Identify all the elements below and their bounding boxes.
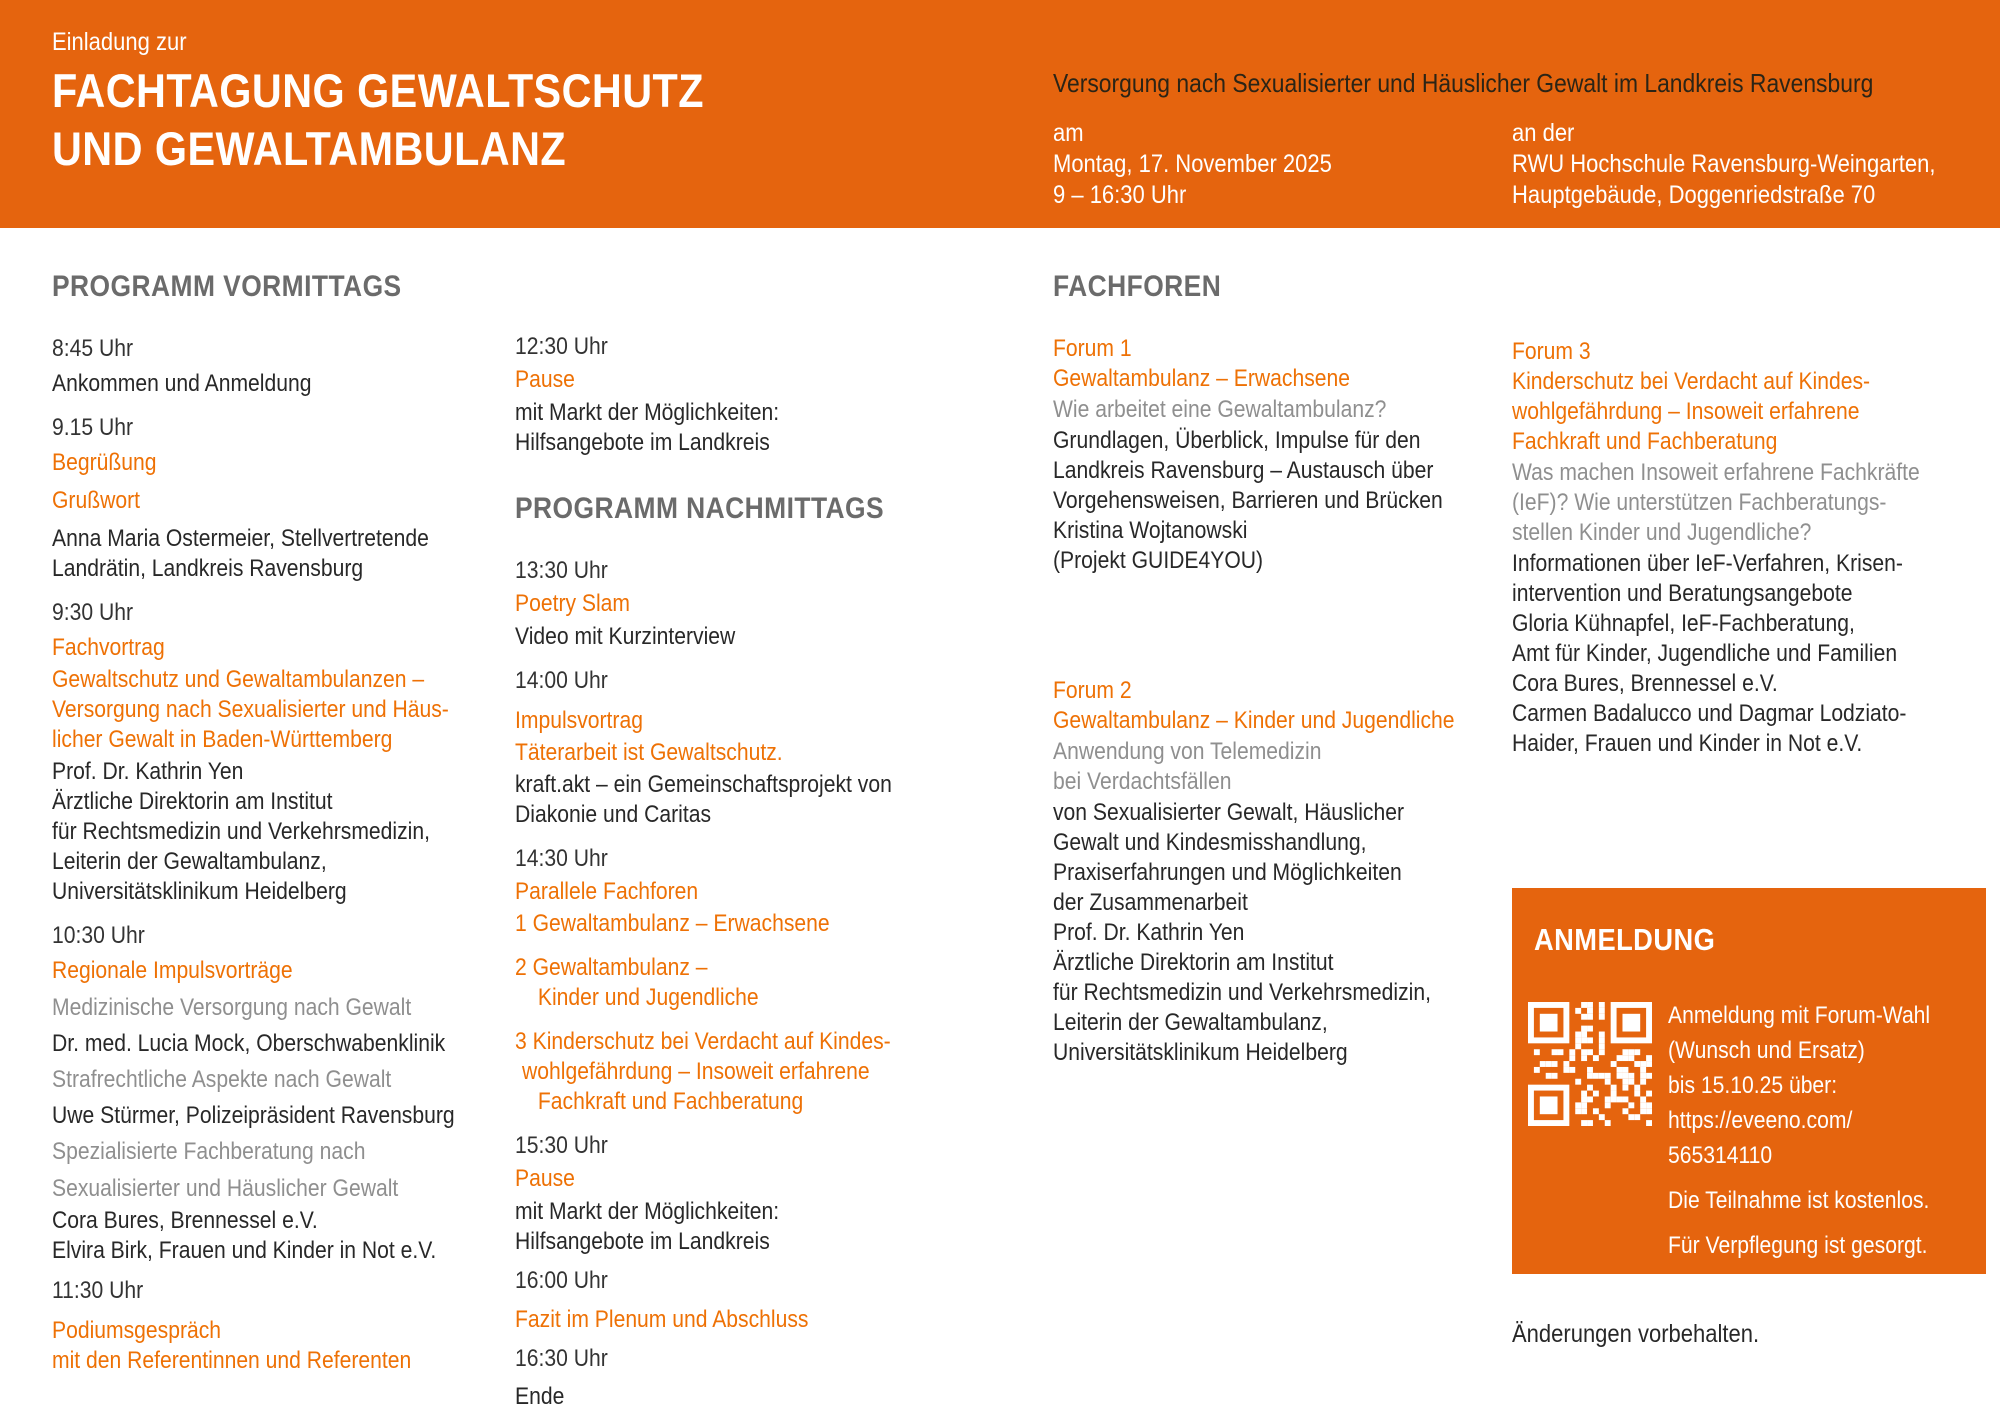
program-entry — [52, 369, 455, 399]
registration-title: ANMELDUNG — [1534, 922, 1716, 957]
program-entry — [1053, 798, 1455, 1068]
text-line: Ärztliche Direktorin am Institut — [1053, 949, 1334, 976]
text-line: Gewaltschutz und Gewaltambulanzen – — [52, 666, 425, 693]
text-line: Fachkraft und Fachberatung — [1512, 428, 1778, 455]
column-program-morning — [52, 270, 455, 1376]
registration-note-catering: Für Verpflegung ist gesorgt. — [1668, 1232, 1928, 1259]
program-entry — [52, 757, 455, 907]
program-entry — [515, 1305, 892, 1335]
qr-code-icon — [1528, 1002, 1652, 1126]
registration-line: (Wunsch und Ersatz) — [1668, 1037, 1865, 1064]
text-line: Impulsvortrag — [515, 707, 643, 734]
program-entry — [1053, 676, 1455, 736]
text-line: Sexualisierter und Häuslicher Gewalt — [52, 1175, 399, 1202]
program-entry — [52, 1206, 455, 1266]
text-line: Vorgehensweisen, Barrieren und Brücken — [1053, 487, 1443, 514]
text-line: Leiterin der Gewaltambulanz, — [1053, 1009, 1328, 1036]
text-line: Strafrechtliche Aspekte nach Gewalt — [52, 1066, 392, 1093]
text-line: Grundlagen, Überblick, Impulse für den — [1053, 427, 1421, 454]
registration-url: https://eveeno.com/ — [1668, 1107, 1853, 1134]
program-entry — [515, 1131, 892, 1161]
text-line: Versorgung nach Sexualisierter und Häus- — [52, 696, 449, 723]
text-line: Ärztliche Direktorin am Institut — [52, 788, 333, 815]
program-entry — [1053, 334, 1455, 394]
section-heading — [52, 270, 455, 304]
text-line: Leiterin der Gewaltambulanz, — [52, 848, 327, 875]
program-entry — [52, 334, 455, 364]
program-entry — [515, 1344, 892, 1374]
text-line: Spezialisierte Fachberatung nach — [52, 1138, 366, 1165]
text-line: Gewalt und Kindesmisshandlung, — [1053, 829, 1367, 856]
program-entry — [515, 556, 892, 586]
program-entry — [52, 1101, 455, 1131]
text-line: Gewaltambulanz – Kinder und Jugendliche — [1053, 707, 1455, 734]
registration-url-id: 565314110 — [1668, 1142, 1773, 1169]
text-line: Elvira Birk, Frauen und Kinder in Not e.V. — [52, 1237, 437, 1264]
text-line: Landrätin, Landkreis Ravensburg — [52, 555, 364, 582]
text-line: 3 Kinderschutz bei Verdacht auf Kindes- — [515, 1028, 891, 1055]
text-line: Forum 2 — [1053, 677, 1132, 704]
text-line: Gloria Kühnapfel, IeF-Fachberatung, — [1512, 610, 1855, 637]
program-entry — [52, 486, 455, 516]
program-entry — [515, 1197, 892, 1257]
text-line: Prof. Dr. Kathrin Yen — [1053, 919, 1245, 946]
program-entry — [515, 1266, 892, 1296]
program-entry — [515, 909, 892, 939]
text-line: Parallele Fachforen — [515, 878, 699, 905]
program-entry — [515, 1027, 892, 1117]
location-line1: RWU Hochschule Ravensburg-Weingarten, — [1512, 150, 1936, 178]
text-line: 14:00 Uhr — [515, 667, 608, 694]
text-line: Praxiserfahrungen und Möglichkeiten — [1053, 859, 1402, 886]
date-label: am — [1053, 119, 1084, 147]
text-line: 9.15 Uhr — [52, 414, 134, 441]
time-value: 9 – 16:30 Uhr — [1053, 181, 1187, 209]
text-line: 12:30 Uhr — [515, 333, 608, 360]
text-line: Täterarbeit ist Gewaltschutz. — [515, 739, 783, 766]
event-location-block — [1512, 118, 1993, 211]
text-line: 11:30 Uhr — [52, 1277, 144, 1304]
program-entry — [515, 666, 892, 696]
registration-box — [1512, 888, 1986, 1274]
text-line: Fachvortrag — [52, 634, 165, 661]
text-line: 10:30 Uhr — [52, 922, 145, 949]
text-line: Fazit im Plenum und Abschluss — [515, 1306, 809, 1333]
text-line: Grußwort — [52, 487, 141, 514]
text-line: wohlgefährdung – Insoweit erfahrene — [1512, 398, 1860, 425]
text-line: Ankommen und Anmeldung — [52, 370, 312, 397]
text-line: Uwe Stürmer, Polizeipräsident Ravensburg — [52, 1102, 455, 1129]
program-entry — [515, 706, 892, 736]
text-line: Amt für Kinder, Jugendliche und Familien — [1512, 640, 1898, 667]
text-line: Diakonie und Caritas — [515, 801, 712, 828]
text-line: mit Markt der Möglichkeiten: — [515, 1198, 780, 1225]
text-line: PROGRAMM VORMITTAGS — [52, 270, 402, 303]
text-line: Fachkraft und Fachberatung — [537, 1088, 804, 1115]
text-line: Hilfsangebote im Landkreis — [515, 429, 770, 456]
text-line: Wie arbeitet eine Gewaltambulanz? — [1053, 396, 1387, 423]
text-line: 2 Gewaltambulanz – — [515, 954, 708, 981]
program-entry — [52, 1137, 455, 1167]
text-line: Kinder und Jugendliche — [537, 984, 759, 1011]
event-subtitle: Versorgung nach Sexualisierter und Häuslicher Gewalt im Landkreis Ravensburg — [1053, 68, 1874, 98]
section-heading — [515, 492, 892, 526]
text-line: Anna Maria Ostermeier, Stellvertretende — [52, 525, 429, 552]
program-entry — [515, 1164, 892, 1194]
text-line: Medizinische Versorgung nach Gewalt — [52, 994, 412, 1021]
text-line: mit Markt der Möglichkeiten: — [515, 399, 780, 426]
program-entry — [1512, 458, 1920, 548]
text-line: 14:30 Uhr — [515, 845, 608, 872]
text-line: Gewaltambulanz – Erwachsene — [1053, 365, 1351, 392]
program-entry — [52, 993, 455, 1023]
text-line: Cora Bures, Brennessel e.V. — [52, 1207, 318, 1234]
text-line: Pause — [515, 1165, 575, 1192]
program-entry — [52, 1316, 455, 1376]
text-line: 16:00 Uhr — [515, 1267, 608, 1294]
page-title-line1: FACHTAGUNG GEWALTSCHUTZ — [52, 64, 704, 117]
program-entry — [515, 877, 892, 907]
program-entry — [52, 413, 455, 443]
text-line: 13:30 Uhr — [515, 557, 608, 584]
text-line: Prof. Dr. Kathrin Yen — [52, 758, 244, 785]
text-line: von Sexualisierter Gewalt, Häuslicher — [1053, 799, 1404, 826]
text-line: Pause — [515, 366, 575, 393]
text-line: Forum 1 — [1053, 335, 1132, 362]
text-line: mit den Referentinnen und Referenten — [52, 1347, 412, 1374]
text-line: Was machen Insoweit erfahrene Fachkräfte — [1512, 459, 1920, 486]
text-line: Podiumsgespräch — [52, 1317, 222, 1344]
program-entry — [52, 665, 455, 755]
text-line: stellen Kinder und Jugendliche? — [1512, 519, 1812, 546]
text-line: Universitätsklinikum Heidelberg — [52, 878, 347, 905]
text-line: für Rechtsmedizin und Verkehrsmedizin, — [1053, 979, 1431, 1006]
text-line: Carmen Badalucco und Dagmar Lodziato- — [1512, 700, 1907, 727]
program-entry — [52, 448, 455, 478]
text-line: Informationen über IeF-Verfahren, Krisen- — [1512, 550, 1903, 577]
program-entry — [515, 844, 892, 874]
column-forums-right — [1512, 337, 1920, 759]
text-line: Begrüßung — [52, 449, 157, 476]
column-forums-left — [1053, 270, 1455, 1068]
page-title-line2: UND GEWALTAMBULANZ — [52, 122, 567, 175]
program-entry — [52, 921, 455, 951]
changes-reserved-note: Änderungen vorbehalten. — [1512, 1320, 1760, 1348]
program-entry — [515, 738, 892, 768]
text-line: PROGRAMM NACHMITTAGS — [515, 492, 885, 525]
text-line: der Zusammenarbeit — [1053, 889, 1248, 916]
date-value: Montag, 17. November 2025 — [1053, 150, 1332, 178]
registration-line: bis 15.10.25 über: — [1668, 1072, 1838, 1099]
text-line: Kristina Wojtanowski — [1053, 517, 1248, 544]
program-entry — [515, 770, 892, 830]
registration-line: Anmeldung mit Forum-Wahl — [1668, 1002, 1931, 1029]
program-entry — [52, 633, 455, 663]
invitation-eyebrow: Einladung zur — [52, 28, 187, 56]
text-line: (IeF)? Wie unterstützen Fachberatungs- — [1512, 489, 1887, 516]
text-line: 15:30 Uhr — [515, 1132, 608, 1159]
program-entry — [1053, 737, 1455, 797]
registration-text — [1668, 998, 1966, 1263]
location-line2: Hauptgebäude, Doggenriedstraße 70 — [1512, 181, 1876, 209]
text-line: Dr. med. Lucia Mock, Oberschwabenklinik — [52, 1030, 446, 1057]
text-line: Regionale Impulsvorträge — [52, 957, 293, 984]
column-program-afternoon — [515, 332, 892, 1412]
program-entry — [515, 622, 892, 652]
program-entry — [52, 1029, 455, 1059]
text-line: Kinderschutz bei Verdacht auf Kindes- — [1512, 368, 1871, 395]
text-line: Hilfsangebote im Landkreis — [515, 1228, 770, 1255]
text-line: Video mit Kurzinterview — [515, 623, 736, 650]
text-line: Landkreis Ravensburg – Austausch über — [1053, 457, 1434, 484]
text-line: kraft.akt – ein Gemeinschaftsprojekt von — [515, 771, 892, 798]
program-entry — [52, 598, 455, 628]
header-band — [0, 0, 2000, 228]
section-heading — [1053, 270, 1455, 304]
program-entry — [515, 589, 892, 619]
text-line: Anwendung von Telemedizin — [1053, 738, 1322, 765]
program-entry — [515, 953, 892, 1013]
program-entry — [515, 365, 892, 395]
program-entry — [515, 1382, 892, 1412]
text-line: 8:45 Uhr — [52, 335, 134, 362]
text-line: bei Verdachtsfällen — [1053, 768, 1232, 795]
program-entry — [52, 1276, 455, 1306]
text-line: Haider, Frauen und Kinder in Not e.V. — [1512, 730, 1863, 757]
event-date-block — [1053, 118, 1370, 211]
program-entry — [1512, 337, 1920, 457]
program-entry — [515, 332, 892, 362]
text-line: FACHFOREN — [1053, 270, 1222, 303]
program-entry — [52, 1174, 455, 1204]
program-entry — [52, 524, 455, 584]
program-entry — [52, 956, 455, 986]
text-line: Universitätsklinikum Heidelberg — [1053, 1039, 1348, 1066]
text-line: 9:30 Uhr — [52, 599, 134, 626]
program-entry — [1053, 395, 1455, 425]
text-line: für Rechtsmedizin und Verkehrsmedizin, — [52, 818, 430, 845]
text-line: intervention und Beratungsangebote — [1512, 580, 1853, 607]
page-title — [52, 62, 793, 178]
text-line: (Projekt GUIDE4YOU) — [1053, 547, 1264, 574]
text-line: Cora Bures, Brennessel e.V. — [1512, 670, 1778, 697]
text-line: wohlgefährdung – Insoweit erfahrene — [522, 1058, 870, 1085]
text-line: 1 Gewaltambulanz – Erwachsene — [515, 910, 830, 937]
text-line: Poetry Slam — [515, 590, 631, 617]
text-line: 16:30 Uhr — [515, 1345, 608, 1372]
text-line: Forum 3 — [1512, 338, 1591, 365]
program-entry — [515, 398, 892, 458]
program-entry — [52, 1065, 455, 1095]
registration-note-free: Die Teilnahme ist kostenlos. — [1668, 1187, 1930, 1214]
text-line: licher Gewalt in Baden-Württemberg — [52, 726, 393, 753]
program-entry — [1512, 549, 1920, 759]
program-entry — [1053, 426, 1455, 576]
location-label: an der — [1512, 119, 1575, 147]
text-line: Ende — [515, 1383, 565, 1410]
